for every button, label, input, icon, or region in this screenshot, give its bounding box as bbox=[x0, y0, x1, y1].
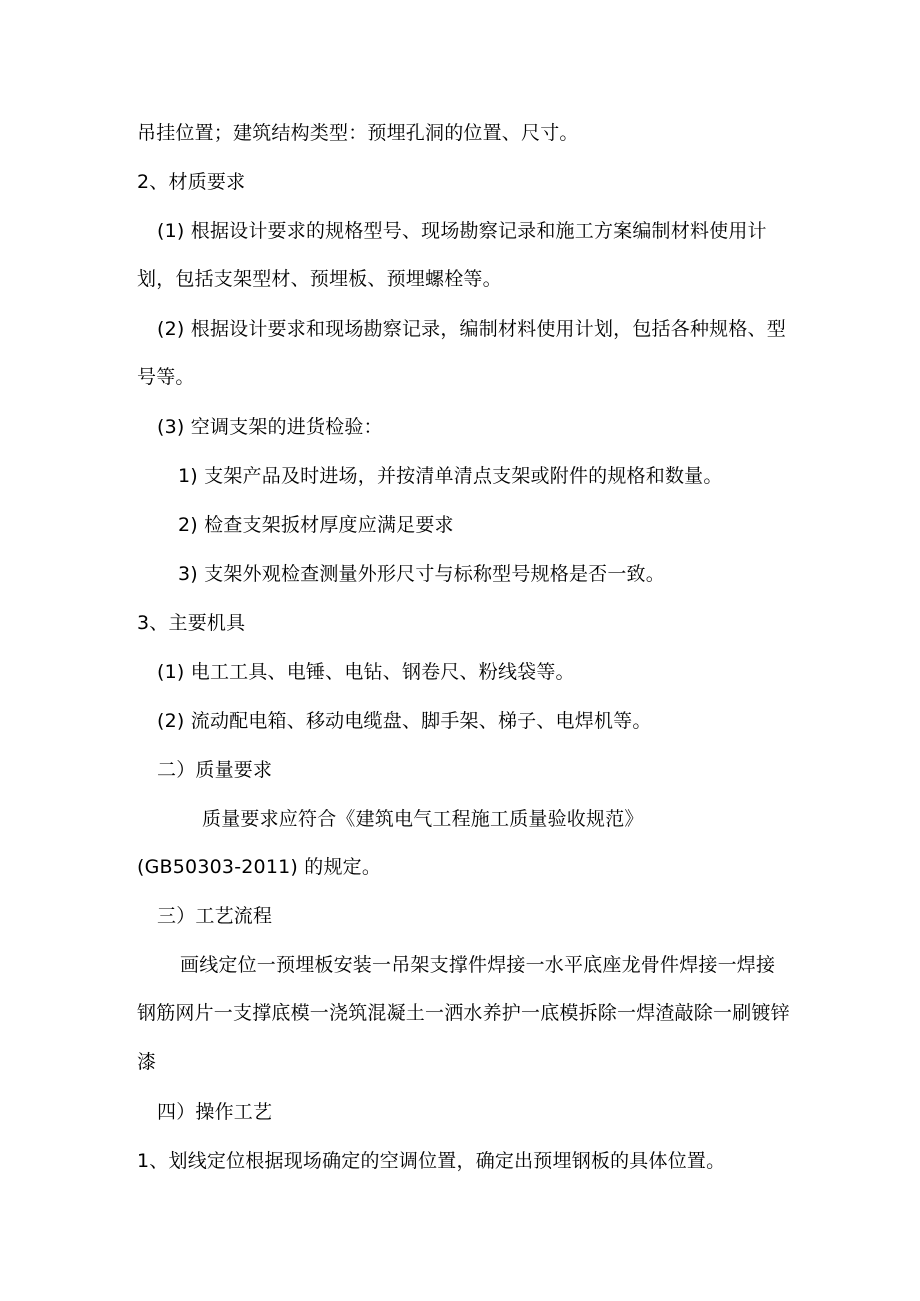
sub-list-item: 1) 支架产品及时进场，并按清单清点支架或附件的规格和数量。 bbox=[178, 465, 723, 487]
list-item-line: (2) 根据设计要求和现场勘察记录，编制材料使用计划，包括各种规格、型 bbox=[157, 318, 786, 340]
paragraph-line: 1、划线定位根据现场确定的空调位置，确定出预埋钢板的具体位置。 bbox=[137, 1150, 726, 1172]
paragraph-line: 划，包括支架型材、预埋板、预埋螺栓等。 bbox=[137, 268, 502, 290]
section-heading: 三）工艺流程 bbox=[157, 905, 273, 927]
list-item-line: (3) 空调支架的进货检验： bbox=[157, 416, 383, 438]
paragraph-line: 吊挂位置；建筑结构类型：预埋孔洞的位置、尺寸。 bbox=[137, 122, 579, 144]
section-heading: 二）质量要求 bbox=[157, 759, 273, 781]
paragraph-line: 号等。 bbox=[137, 366, 195, 388]
sub-list-item: 2) 检查支架扳材厚度应满足要求 bbox=[178, 514, 454, 536]
section-heading: 四）操作工艺 bbox=[157, 1101, 273, 1123]
section-heading: 3、主要机具 bbox=[137, 612, 246, 634]
paragraph-line: 漆 bbox=[137, 1051, 157, 1073]
paragraph-line: 画线定位一预埋板安装一吊架支撑件焊接一水平底座龙骨件焊接一焊接 bbox=[180, 954, 776, 976]
paragraph-line: 质量要求应符合《建筑电气工程施工质量验收规范》 bbox=[202, 808, 644, 830]
list-item-line: (1) 电工工具、电锤、电钻、钢卷尺、粉线袋等。 bbox=[157, 661, 575, 683]
sub-list-item: 3) 支架外观检查测量外形尺寸与标称型号规格是否一致。 bbox=[178, 563, 665, 585]
paragraph-line: (GB50303-2011) 的规定。 bbox=[137, 856, 382, 878]
list-item-line: (2) 流动配电箱、移动电缆盘、脚手架、梯子、电焊机等。 bbox=[157, 710, 652, 732]
list-item-line: (1) 根据设计要求的规格型号、现场勘察记录和施工方案编制材料使用计 bbox=[157, 220, 767, 242]
paragraph-line: 钢筋网片一支撑底模一浇筑混凝土一洒水养护一底模拆除一焊渣敲除一刷镀锌 bbox=[137, 1002, 790, 1024]
section-heading: 2、材质要求 bbox=[137, 171, 246, 193]
